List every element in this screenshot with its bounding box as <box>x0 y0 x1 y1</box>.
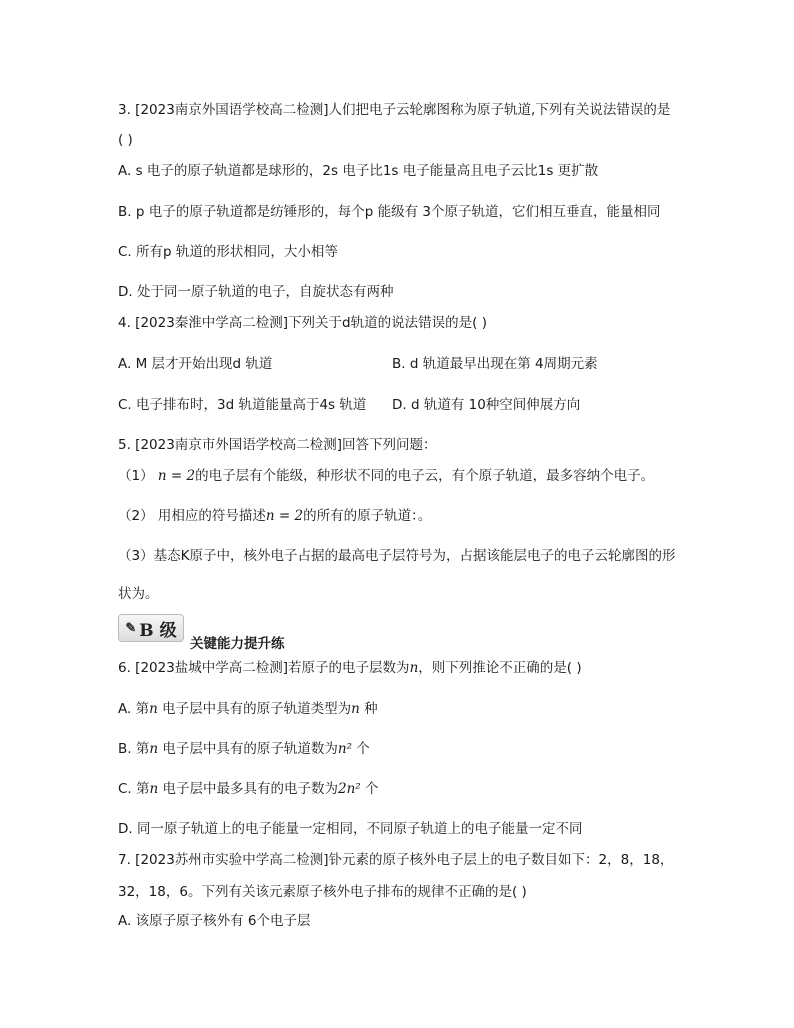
q3-option-a: A. s 电子的原子轨道都是球形的，2s 电子比1s 电子能量高且电子云比1s 更扩散 <box>118 163 599 179</box>
q6-a-math: n <box>149 701 158 717</box>
q5-p1-text: 的电子层有个能级，种形状不同的电子云，有个原子轨道，最多容纳个电子。 <box>195 468 655 484</box>
q7-stem-line-1: 7. [2023苏州市实验中学高二检测]钋元素的原子核外电子层上的电子数目如下：2，8，18， <box>118 852 674 868</box>
q5-p2-text-b: 的所有的原子轨道：。 <box>303 508 432 524</box>
q5-p2-text-a: 用相应的符号描述 <box>157 508 266 524</box>
q3-option-d: D. 处于同一原子轨道的电子，自旋状态有两种 <box>118 284 394 300</box>
q3-option-c: C. 所有p 轨道的形状相同，大小相等 <box>118 244 338 260</box>
q4-options-row-2 <box>118 396 678 414</box>
q4-options-row-1 <box>118 355 678 373</box>
q6-b-post: 电子层中具有的原子轨道数为 <box>158 741 338 757</box>
q3-answer-paren: ( ) <box>118 132 133 148</box>
q6-a-pre: A. 第 <box>118 701 150 717</box>
q4-option-b: B. d 轨道最早出现在第 4周期元素 <box>392 356 598 372</box>
q6-c-math: n <box>149 781 159 797</box>
q6-option-a <box>118 700 378 718</box>
q6-b-math: n <box>149 741 159 757</box>
q6-option-d: D. 同一原子轨道上的电子能量一定相同，不同原子轨道上的电子能量一定不同 <box>118 821 583 837</box>
q6-stem <box>118 659 582 677</box>
q5-part-2 <box>118 507 431 525</box>
q5-p2-math: n = 2 <box>265 508 304 524</box>
q6-stem-text-a: 6. [2023盐城中学高二检测]若原子的电子层数为 <box>118 660 410 676</box>
q6-b-math-2: n² <box>337 741 352 757</box>
q6-option-c <box>118 780 379 798</box>
q5-part-1 <box>118 467 654 485</box>
q6-c-post: 电子层中最多具有的电子数为 <box>158 781 339 797</box>
q6-stem-text-b: ，则下列推论不正确的是( ) <box>418 660 582 676</box>
q5-p1-math: n = 2 <box>157 468 196 484</box>
q7-stem-line-2: 32，18，6。下列有关该元素原子核外电子排布的规律不正确的是( ) <box>118 884 527 900</box>
q7-option-a: A. 该原子原子核外有 6个电子层 <box>118 913 311 929</box>
q6-a-math-2: n <box>351 701 360 717</box>
q5-p1-label: （1） <box>118 468 154 484</box>
q6-a-post: 电子层中具有的原子轨道类型为 <box>157 701 352 717</box>
section-title: 关键能力提升练 <box>190 636 285 652</box>
q4-stem: 4. [2023秦淮中学高二检测]下列关于d轨道的说法错误的是( ) <box>118 315 487 331</box>
q5-part-3-line-2: 状为。 <box>118 586 159 602</box>
pencil-icon: ✎ <box>125 620 137 636</box>
q3-option-b: B. p 电子的原子轨道都是纺锤形的，每个p 能级有 3个原子轨道，它们相互垂直，能量相同 <box>118 204 661 220</box>
q4-option-d: D. d 轨道有 10种空间伸展方向 <box>392 397 581 413</box>
q5-p2-label: （2） <box>118 508 154 524</box>
q3-stem: 3. [2023南京外国语学校高二检测]人们把电子云轮廓图称为原子轨道,下列有关说法错误的是 <box>118 102 671 118</box>
q4-option-a: A. M 层才开始出现d 轨道 <box>118 356 273 372</box>
q6-a-end: 种 <box>359 701 378 717</box>
q5-stem: 5. [2023南京市外国语学校高二检测]回答下列问题： <box>118 437 437 453</box>
q6-c-pre: C. 第 <box>118 781 150 797</box>
q5-part-3-line-1: （3）基态K原子中，核外电子占据的最高电子层符号为，占据该能层电子的电子云轮廓图的形 <box>118 548 676 564</box>
q6-stem-math: n <box>409 660 419 676</box>
q4-option-c: C. 电子排布时，3d 轨道能量高于4s 轨道 <box>118 397 367 413</box>
q6-b-end: 个 <box>351 741 370 757</box>
q6-b-pre: B. 第 <box>118 741 150 757</box>
section-badge-label: B 级 <box>139 620 177 641</box>
section-badge <box>118 614 184 642</box>
q6-c-end: 个 <box>360 781 379 797</box>
q6-c-math-2: 2n² <box>338 781 361 797</box>
q6-option-b <box>118 740 370 758</box>
